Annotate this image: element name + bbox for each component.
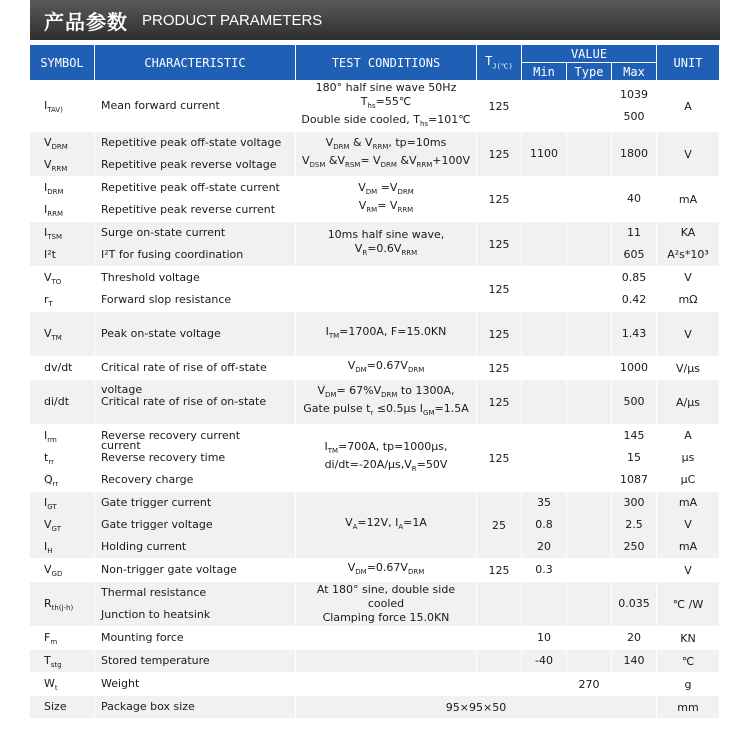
unit-cell: KN: [657, 627, 720, 650]
min-cell: [522, 267, 567, 312]
table-body: [30, 81, 720, 719]
tj-cell: 125: [477, 267, 522, 312]
table-row: [30, 673, 720, 696]
max-cell: 145 15 1087: [612, 425, 657, 492]
min-cell: [522, 380, 567, 425]
characteristic-cell: Peak on-state voltage: [95, 312, 296, 357]
min-cell: [522, 425, 567, 492]
table-row: [30, 696, 720, 719]
min-cell: 35 0.8 20: [522, 492, 567, 559]
unit-cell: KA A²s*10³: [657, 222, 720, 267]
header-type: Type: [567, 63, 612, 81]
symbol-cell: $I_{TAV)}$: [30, 81, 95, 132]
banner-title-en: PRODUCT PARAMETERS: [142, 11, 323, 29]
tj-cell: 125: [477, 425, 522, 492]
test-conditions-cell: $V_{DM}=0.67V_{DRM}$: [296, 357, 477, 380]
characteristic-cell: Repetitive peak off-state current Repetitive peak reverse current: [95, 177, 296, 222]
max-cell: 1800: [612, 132, 657, 177]
tj-cell: 25: [477, 492, 522, 559]
max-cell: 500: [612, 380, 657, 425]
characteristic-cell: Gate trigger current Gate trigger voltage Holding current: [95, 492, 296, 559]
tj-cell: 125: [477, 559, 522, 582]
symbol-cell: $V_{GD}$: [30, 559, 95, 582]
table-row: [30, 380, 720, 425]
characteristic-cell: Threshold voltage Forward slop resistance: [95, 267, 296, 312]
symbol-cell: $I_{DRM}$ $I_{RRM}$: [30, 177, 95, 222]
unit-cell: ℃ /W: [657, 582, 720, 627]
test-conditions-cell: [296, 650, 477, 673]
unit-cell: V/μs: [657, 357, 720, 380]
min-cell: [522, 312, 567, 357]
tj-cell: 125: [477, 312, 522, 357]
min-cell: 1100: [522, 132, 567, 177]
unit-cell: mA V mA: [657, 492, 720, 559]
test-conditions-cell: $V_{DRM}$ & $V_{RRM}$, tp=10ms $V_{DSM}$ $\&V_{RSM}= V_{DRM}$ $\&V_{RRM}+100V$: [296, 132, 477, 177]
min-cell: 10: [522, 627, 567, 650]
test-conditions-cell: $V_{DM}=0.67V_{DRM}$: [296, 559, 477, 582]
type-cell: [567, 222, 612, 267]
package-size-cell: 95×95×50: [296, 696, 657, 719]
type-cell: [567, 492, 612, 559]
table-row: [30, 357, 720, 380]
min-cell: [522, 357, 567, 380]
tj-cell: [477, 673, 522, 696]
table-row: [30, 627, 720, 650]
parameters-table: [30, 45, 720, 719]
unit-cell: mA: [657, 177, 720, 222]
symbol-cell: di/dt: [30, 380, 95, 425]
header-tj: $T_{J(℃)}$: [477, 45, 522, 81]
test-conditions-cell: 180° half sine wave 50Hz $T_{hs}=55℃$ Double side cooled, $T_{hs}=101℃$: [296, 81, 477, 132]
characteristic-cell: Mean forward current: [95, 81, 296, 132]
test-conditions-cell: $V_A=12V$, $I_A=1A$: [296, 492, 477, 559]
type-cell: [567, 380, 612, 425]
characteristic-cell: Reverse recovery current Reverse recovery time Recovery charge: [95, 425, 296, 492]
test-conditions-cell: [296, 673, 477, 696]
symbol-cell: $I_{GT}$ $V_{GT}$ $I_H$: [30, 492, 95, 559]
symbol-cell: dv/dt: [30, 357, 95, 380]
characteristic-cell: Repetitive peak off-state voltage Repetitive peak reverse voltage: [95, 132, 296, 177]
max-cell: 20: [612, 627, 657, 650]
characteristic-cell: Non-trigger gate voltage: [95, 559, 296, 582]
characteristic-cell: Surge on-state current I²T for fusing coordination: [95, 222, 296, 267]
header-characteristic: CHARACTERISTIC: [95, 45, 296, 81]
test-conditions-cell: At 180° sine, double side cooled Clamping force 15.0KN: [296, 582, 477, 627]
min-cell: 0.3: [522, 559, 567, 582]
type-cell: [567, 312, 612, 357]
tj-cell: [477, 582, 522, 627]
max-cell: 0.035: [612, 582, 657, 627]
unit-cell: V: [657, 132, 720, 177]
characteristic-cell: Weight: [95, 673, 296, 696]
type-cell: [567, 627, 612, 650]
table-row: [30, 425, 720, 492]
table-row: [30, 312, 720, 357]
characteristic-cell: Mounting force: [95, 627, 296, 650]
type-cell: [567, 132, 612, 177]
test-conditions-cell: $V_{DM} =V_{DRM}$ $V_{RM}= V_{RRM}$: [296, 177, 477, 222]
type-cell: [567, 267, 612, 312]
unit-cell: A: [657, 81, 720, 132]
header-unit: UNIT: [657, 45, 720, 81]
tj-cell: [477, 627, 522, 650]
max-cell: 40: [612, 177, 657, 222]
type-cell: 270: [567, 673, 612, 696]
min-cell: -40: [522, 650, 567, 673]
symbol-cell: $W_t$: [30, 673, 95, 696]
symbol-cell: $I_{TSM}$ I²t: [30, 222, 95, 267]
tj-cell: 125: [477, 357, 522, 380]
table-row: [30, 177, 720, 222]
header-max: Max: [612, 63, 657, 81]
max-cell: 1039 500: [612, 81, 657, 132]
characteristic-cell: Critical rate of rise of on-state current: [95, 380, 296, 425]
header-min: Min: [522, 63, 567, 81]
tj-cell: 125: [477, 222, 522, 267]
type-cell: [567, 81, 612, 132]
type-cell: [567, 650, 612, 673]
max-cell: 140: [612, 650, 657, 673]
symbol-cell: $R_{th(j-h)}$: [30, 582, 95, 627]
symbol-cell: Size: [30, 696, 95, 719]
type-cell: [567, 559, 612, 582]
min-cell: [522, 582, 567, 627]
tj-cell: 125: [477, 132, 522, 177]
header-symbol: SYMBOL: [30, 45, 95, 81]
symbol-cell: $F_m$: [30, 627, 95, 650]
table-row: [30, 582, 720, 627]
type-cell: [567, 357, 612, 380]
unit-cell: V: [657, 312, 720, 357]
table-row: [30, 267, 720, 312]
test-conditions-cell: $I_{TM}=1700A$, F=15.0KN: [296, 312, 477, 357]
min-cell: [522, 222, 567, 267]
header-value: VALUE: [522, 45, 657, 63]
table-row: [30, 650, 720, 673]
test-conditions-cell: 10ms half sine wave, $V_R=0.6V_{RRM}$: [296, 222, 477, 267]
characteristic-cell: Package box size: [95, 696, 296, 719]
tj-cell: [477, 650, 522, 673]
unit-cell: A μs μC: [657, 425, 720, 492]
header-test-conditions: TEST CONDITIONS: [296, 45, 477, 81]
min-cell: [522, 673, 567, 696]
test-conditions-cell: $V_{DM}= 67\%V_{DRM}$ to 1300A, Gate pulse $t_r \le 0.5\mu s$ $I_{GM}=1.5A$: [296, 380, 477, 425]
min-cell: [522, 177, 567, 222]
symbol-cell: $V_{TO}$ $r_T$: [30, 267, 95, 312]
symbol-cell: $V_{TM}$: [30, 312, 95, 357]
unit-cell: g: [657, 673, 720, 696]
test-conditions-cell: [296, 627, 477, 650]
symbol-cell: $V_{DRM}$ $V_{RRM}$: [30, 132, 95, 177]
characteristic-cell: Stored temperature: [95, 650, 296, 673]
tj-cell: 125: [477, 380, 522, 425]
symbol-cell: $I_{rm}$ $t_{rr}$ $Q_{rr}$: [30, 425, 95, 492]
test-conditions-cell: [296, 267, 477, 312]
unit-cell: V: [657, 559, 720, 582]
table-row: [30, 81, 720, 132]
max-cell: 300 2.5 250: [612, 492, 657, 559]
min-cell: [522, 81, 567, 132]
type-cell: [567, 425, 612, 492]
tj-cell: 125: [477, 81, 522, 132]
table-row: [30, 559, 720, 582]
max-cell: 1.43: [612, 312, 657, 357]
test-conditions-cell: $I_{TM}=700A$, tp=1000μs, $di/dt=-20A/\mu s,V_R=50V$: [296, 425, 477, 492]
unit-cell: V mΩ: [657, 267, 720, 312]
max-cell: 11 605: [612, 222, 657, 267]
max-cell: [612, 559, 657, 582]
table-row: [30, 132, 720, 177]
section-banner: [30, 0, 720, 40]
table-row: [30, 222, 720, 267]
characteristic-cell: Thermal resistance Junction to heatsink: [95, 582, 296, 627]
max-cell: 0.85 0.42: [612, 267, 657, 312]
banner-title-cn: 产品参数: [44, 9, 128, 34]
unit-cell: mm: [657, 696, 720, 719]
tj-cell: 125: [477, 177, 522, 222]
type-cell: [567, 177, 612, 222]
unit-cell: ℃: [657, 650, 720, 673]
max-cell: [612, 673, 657, 696]
table-row: [30, 492, 720, 559]
max-cell: 1000: [612, 357, 657, 380]
characteristic-cell: Critical rate of rise of off-state voltage: [95, 357, 296, 380]
unit-cell: A/μs: [657, 380, 720, 425]
symbol-cell: $T_{stg}$: [30, 650, 95, 673]
type-cell: [567, 582, 612, 627]
